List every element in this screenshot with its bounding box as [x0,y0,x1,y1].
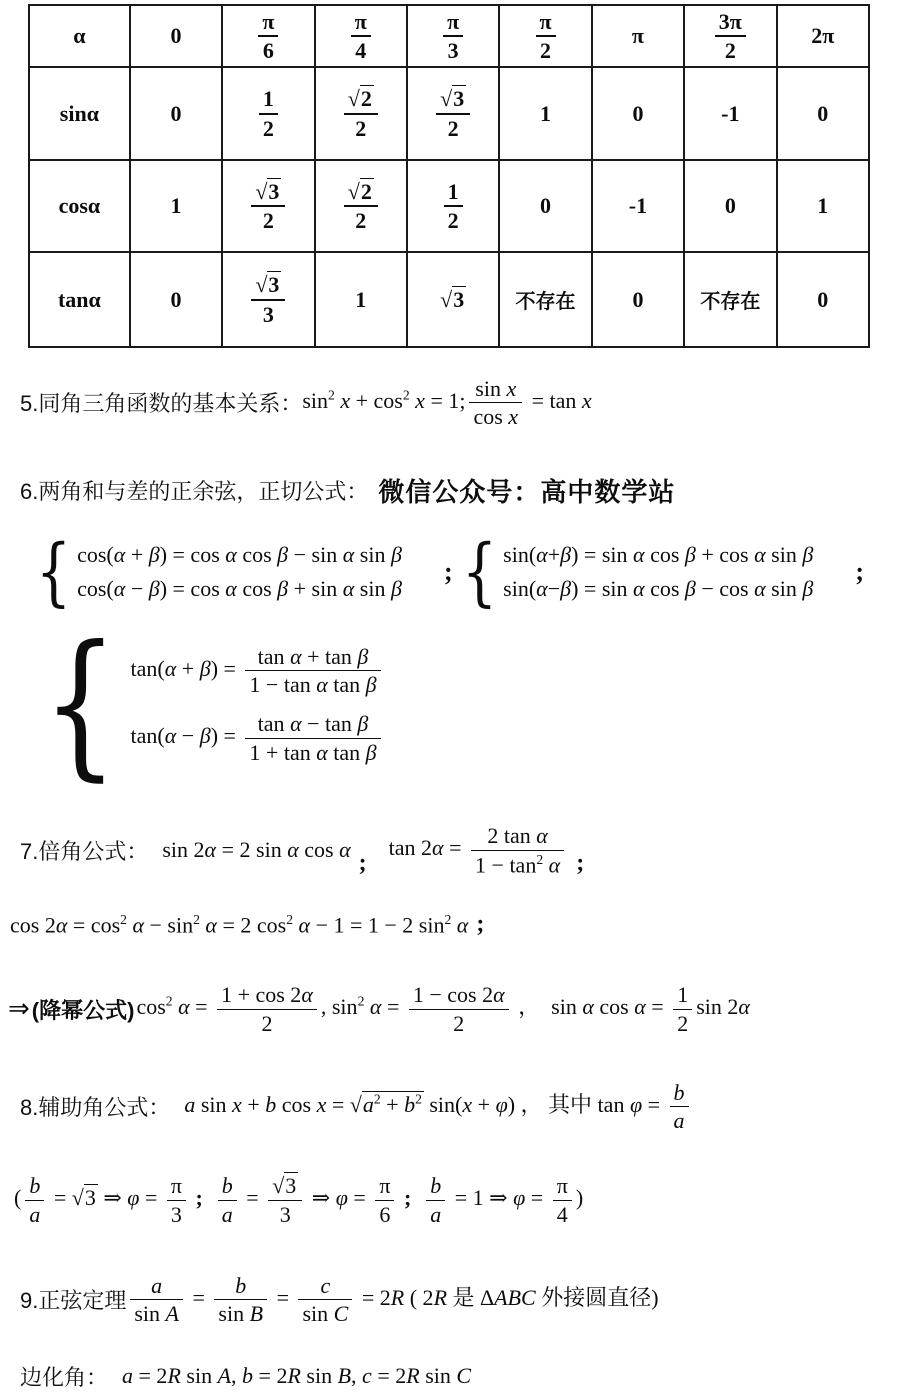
table-cell: cosα [29,160,130,252]
table-cell: $\frac{3\pi}{2}$ [684,5,776,67]
separator: ; [358,850,367,877]
power-reduction-formula: $\cos^2 \alpha$ = $\frac{1 + \cos 2\alpha}{2}$ , $\sin^2 \alpha$ = $\frac{1 - \cos 2\alpha}{2}$ ， sin α cos α = $\frac{1}{2}$ sin 2α [136,982,750,1036]
table-cell: 0 [777,67,869,160]
table-cell: 1 [130,160,222,252]
separator: ; [476,911,485,938]
table-cell: α [29,5,130,67]
section-7 [0,823,900,877]
law-of-sines-formula: $\frac{a}{\text{sin A}}$ = $\frac{b}{\text{sin B}}$ = $\frac{c}{\text{sin C}}$ = 2R ( 2R 是 ΔABC 外接圆直径) [126,1273,658,1327]
table-row-sin [29,67,869,160]
left-brace: { [35,528,72,615]
sin-sum-formula: sin(α+β) = sin α cos β + cos α sin β [503,541,814,567]
phi-special-values-formula: ( $\frac{b}{a}$ = √3 ⇒ φ = $\frac{\pi}{3}$ ; $\frac{b}{a}$ = $\frac{√3}{3}$ ⇒ φ = $\frac{\pi}{6}$ ; $\frac{b}{a}$ = 1 ⇒ φ = $\frac{\pi}{4}$ ) [14,1173,584,1227]
sum-difference-formulas [0,528,900,615]
sin-cases [456,528,814,615]
table-cell: √3 [407,252,499,347]
section-8-heading: 8.辅助角公式： [20,1095,171,1121]
section-7-heading: 7.倍角公式： [20,838,149,864]
implies-arrow: ⇒ [8,994,30,1024]
side-to-angle-heading: 边化角： [20,1364,109,1390]
table-cell: $\frac{\pi}{6}$ [222,5,314,67]
table-cell: -1 [592,160,684,252]
sin-difference-formula: sin(α−β) = sin α cos β − cos α sin β [503,575,814,601]
section-5 [0,376,900,430]
tan-sum-formula: tan(α + β) = $\frac{\text{tan α + tan β}}{\text{1 − tan α tan β}}$ [131,644,385,698]
cos-cases-group [30,528,453,615]
table-cell: $\frac{\pi}{4}$ [315,5,407,67]
table-cell: $\frac{√2}{2}$ [315,67,407,160]
section-6-heading: 6.两角和与差的正余弦，正切公式： [20,478,369,504]
cos-sum-formula: cos(α + β) = cos α cos β − sin α sin β [77,541,402,567]
table-cell: tanα [29,252,130,347]
table-cell: $\frac{√3}{2}$ [407,67,499,160]
section-9 [0,1273,900,1327]
table-cell: 不存在 [499,252,591,347]
cos-difference-formula: cos(α − β) = cos α cos β + sin α sin β [77,575,402,601]
table-cell: $\frac{√2}{2}$ [315,160,407,252]
table-cell: 不存在 [684,252,776,347]
section-6 [0,472,900,509]
table-cell: $\frac{\pi}{2}$ [499,5,591,67]
separator: ; [576,850,585,877]
table-cell: 2π [777,5,869,67]
left-brace: { [42,612,118,797]
table-cell: 0 [592,67,684,160]
trig-values-table [28,4,870,348]
table-row-cos [29,160,869,252]
tan-difference-formula: tan(α − β) = $\frac{\text{tan α − tan β}}{\text{1 + tan α tan β}}$ [131,711,385,765]
table-cell: -1 [684,67,776,160]
section-8 [0,1080,900,1134]
power-reduction-label: (降幂公式) [31,997,135,1023]
section-9-heading: 9.正弦定理 [20,1288,127,1314]
power-reduction-line [0,982,900,1036]
table-cell: 0 [130,5,222,67]
table-cell: sinα [29,67,130,160]
table-cell: $\frac{√3}{3}$ [222,252,314,347]
sin-cases-group [456,528,864,615]
cos-double-angle-line [0,911,900,938]
table-cell: 0 [777,252,869,347]
side-to-angle-formula: a = 2R sin A, b = 2R sin B, c = 2R sin C [122,1363,472,1389]
section-side-to-angle [0,1361,900,1392]
separator: ; [443,556,453,586]
auxiliary-angle-formula: a sin x + b $\cos x = √a^2 + b^2$ sin(x + φ) ， 其中 tan φ = $\frac{b}{a}$ [184,1080,692,1134]
table-cell: 1 [499,67,591,160]
table-cell: 0 [130,252,222,347]
left-brace: { [461,528,498,615]
tan-double-angle-formula: tan 2α = $\frac{\text{2 tan α}}{1 - \tan^2 \alpha}$ [389,823,569,877]
table-cell: 1 [315,252,407,347]
section-5-heading: 5.同角三角函数的基本关系： [20,391,303,417]
table-row-alpha [29,5,869,67]
separator: ; [855,556,864,586]
table-cell: 0 [130,67,222,160]
sin-double-angle-formula: sin 2α = 2 sin α cos α [162,837,351,863]
section-5-formula: $\sin^2 x + \cos^2 x = 1$; $\frac{\text{sin x}}{\text{cos x}}$ = tan x [302,376,592,430]
section-8-notes [0,1173,900,1227]
table-cell: $\frac{1}{2}$ [407,160,499,252]
cos-double-angle-formula: $\cos 2\alpha = \cos^2 \alpha - \sin^2 \alpha = 2$ $\cos^2 \alpha - 1 = 1 - 2$ $\sin^2 \alpha$ [10,911,469,937]
table-cell: $\frac{√3}{2}$ [222,160,314,252]
table-cell: π [592,5,684,67]
table-row-tan [29,252,869,347]
table-cell: 0 [499,160,591,252]
tan-cases [30,612,385,797]
cos-cases [30,528,402,615]
table-cell: $\frac{\pi}{3}$ [407,5,499,67]
table-cell: 1 [777,160,869,252]
table-cell: 0 [592,252,684,347]
wechat-watermark: 微信公众号：高中数学站 [378,476,676,507]
table-cell: $\frac{1}{2}$ [222,67,314,160]
trig-table-wrapper [0,0,900,348]
tan-sum-difference-formulas [0,612,900,797]
table-cell: 0 [684,160,776,252]
